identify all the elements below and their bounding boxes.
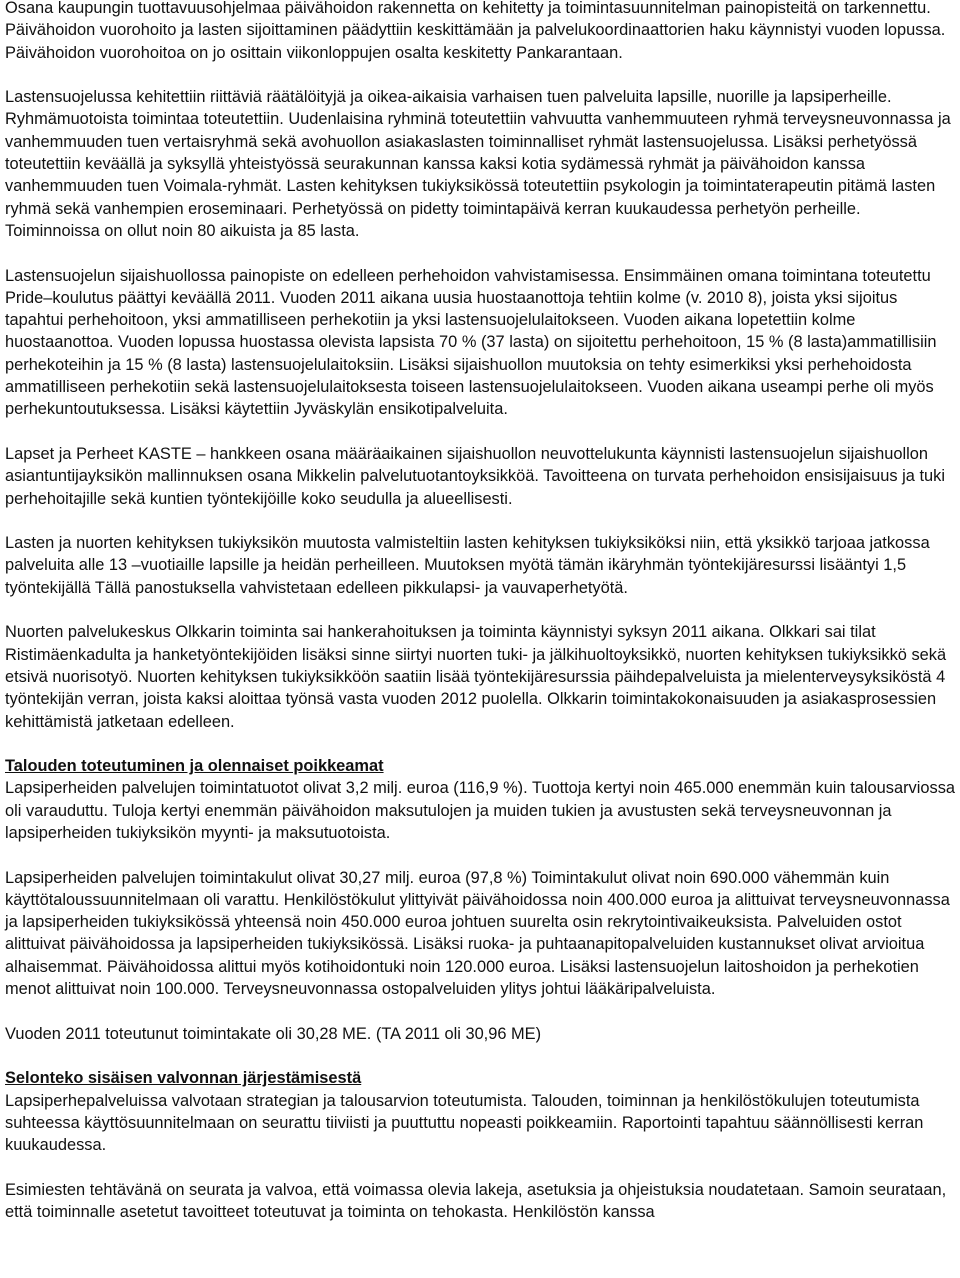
paragraph-operating-expenses: Lapsiperheiden palvelujen toimintakulut olivat 30,27 milj. euroa (97,8 %) Toimintakulut olivat noin 690.000 vähemmän kuin käyttötaloussuunnitelmaan oli varattu. Henkilöstökulut ylittyivät päivähoidossa noin 400.000 euroa ja alittuivat terveysneuvonnassa ja lapsiperheiden tukiyksikössä yhteensä noin 450.000 euroa johtuen suurelta osin rekrytointivaikeuksista. Palveluiden ostot alittuivat päivähoidossa ja lapsiperheiden tukiyksikössä. Lisäksi ruoka- ja puhtaanapitopalveluiden kustannukset olivat arvioitua alhaisemmat. Päivähoidossa alittui myös kotihoidontuki noin 120.000 euroa. Lisäksi lastensuojelun laitoshoidon ja perhekotien menot alittuivat noin 100.000. Terveysneuvonnassa ostopalveluiden ylitys johtui lääkäripalveluista.: [5, 868, 950, 999]
section-heading-finances: Talouden toteutuminen ja olennaiset poikkeamat: [5, 757, 384, 776]
paragraph-strategy-monitoring: Lapsiperhepalveluissa valvotaan strategian ja talousarvion toteutumista. Talouden, toiminnan ja henkilöstökulujen toteutumista suhteessa käyttösuunnitelmaan on seurattu tiiviisti ja puuttuttu nopeasti poikkeamiin. Raportointi tapahtuu säännöllisesti kerran kuukaudessa.: [5, 1091, 924, 1155]
paragraph-supervisor-duties: Esimiesten tehtävänä on seurata ja valvoa, että voimassa olevia lakeja, asetuksia ja ohjeistuksia noudatetaan. Samoin seurataan, että toiminnalle asetetut tavoitteet toteutuvat ja toiminta on tehokasta. Henkilöstön kanssa: [5, 1180, 947, 1222]
paragraph-daycare-structure: Osana kaupungin tuottavuusohjelmaa päivähoidon rakennetta on kehitetty ja toimintasuunnitelman painopisteitä on tarkennettu. Päivähoidon vuorohoito ja lasten sijoittaminen päädyttiin keskittämään ja palvelukoordinaattorien haku käynnistyi vuoden lopussa. Päivähoidon vuorohoitoa on jo osittain viikonloppujen osalta keskitetty Pankarantaan.: [5, 0, 946, 62]
document-page: [5, 0, 955, 1223]
paragraph-substitute-care: Lastensuojelun sijaishuollossa painopiste on edelleen perhehoidon vahvistamisessa. Ensimmäinen omana toimintana toteutettu Pride–koulutus päättyi keväällä 2011. Vuoden 2011 aikana uusia huostaanottoja tehtiin kolme (v. 2010 8), joista yksi sijoitus tapahtui perhehoitoon, yksi ammatilliseen perhekotiin ja yksi lastensuojelulaitokseen. Vuoden aikana lopetettiin kolme huostaanottoa. Vuoden lopussa huostassa olevista lapsista 70 % (37 lasta) on sijoitettu perhehoitoon, 15 % (8 lasta)ammatillisiin perhekoteihin ja 15 % (8 lasta) lastensuojelulaitoksiin. Lisäksi sijaishuollon muutoksia on tehty esimerkiksi yksi perhehoidosta ammatilliseen perhekotiin sekä lastensuojelulaitoksesta toiseen lastensuojelulaitokseen. Vuoden aikana useampi perhe oli myös perhekuntoutuksessa. Lisäksi käytettiin Jyväskylän ensikotipalveluita.: [5, 266, 937, 419]
paragraph-operating-margin: Vuoden 2011 toteutunut toimintakate oli 30,28 ME. (TA 2011 oli 30,96 ME): [5, 1024, 542, 1043]
paragraph-development-support-unit: Lasten ja nuorten kehityksen tukiyksikön muutosta valmisteltiin lasten kehityksen tukiyksiköksi niin, että yksikkö tarjoaa jatkossa palveluita alle 13 –vuotiaille lapsille ja heidän perheilleen. Muutoksen myötä tämän ikäryhmän työntekijäresurssi lisääntyi 1,5 työntekijällä Tällä panostuksella vahvistetaan edelleen pikkulapsi- ja vauvaperhetyötä.: [5, 534, 930, 597]
paragraph-kaste-project: Lapset ja Perheet KASTE – hankkeen osana määräaikainen sijaishuollon neuvottelukunta käynnisti lastensuojelun sijaishuollon asiantuntijayksikön mallinnuksen osana Mikkelin palvelutuotantoyksikköä. Tavoitteena on turvata perhehoidon ensisijaisuus ja tuki perhehoitajille sekä kuntien työntekijöille koko seudulla ja alueellisesti.: [5, 444, 945, 508]
paragraph-child-protection-early-support: Lastensuojelussa kehitettiin riittäviä räätälöityjä ja oikea-aikaisia varhaisen tuen palveluita lapsille, nuorille ja lapsiperheille. Ryhmämuotoista toimintaa toteutettiin. Uudenlaisina ryhminä toteutettiin vahvuutta vanhemmuuteen ryhmä terveysneuvonnassa ja vanhemmuuden tuen vertaisryhmä sekä avohuollon asiakaslasten toiminnalliset ryhmät lastensuojelussa. Lisäksi perhetyössä toteutettiin keväällä ja syksyllä yhteistyössä seurakunnan kanssa kaksi kotia sydämessä ryhmät ja päivähoidon kanssa vanhemmuuden tuen Voimala-ryhmät. Lasten kehityksen tukiyksikössä toteutettiin psykologin ja toimintaterapeutin pitämä lasten ryhmä sekä vanhempien eroseminaari. Perhetyössä on pidetty toimintapäivä kerran kuukaudessa perhetyön perheille. Toiminnoissa on ollut noin 80 aikuista ja 85 lasta.: [5, 88, 951, 240]
paragraph-operating-income: Lapsiperheiden palvelujen toimintatuotot olivat 3,2 milj. euroa (116,9 %). Tuottoja kertyi noin 465.000 enemmän kuin talousarviossa oli varauduttu. Tuloja kertyi enemmän päivähoidon maksutulojen ja muiden tukien ja avustusten sekä terveysneuvonnan ja lapsiperheiden tukiyksikön myynti- ja maksutuotoista.: [5, 779, 955, 842]
paragraph-olkkari-youth-center: Nuorten palvelukeskus Olkkarin toiminta sai hankerahoituksen ja toiminta käynnistyi syksyn 2011 aikana. Olkkari sai tilat Ristimäenkadulta ja hanketyöntekijöiden lisäksi sinne siirtyi nuorten tuki- ja jälkihuoltoyksikkö, nuorten kehityksen tukiyksikkö sekä etsivä nuorisotyö. Nuorten kehityksen tukiyksikköön saatiin lisää työntekijäresurssia päihdepalveluista ja mielenterveysyksiköstä 4 työntekijän verran, joista kaksi aloittaa työnsä vasta vuoden 2012 puolella. Olkkarin toimintakokonaisuuden ja asiakasprosessien kehittämistä jatketaan edelleen.: [5, 623, 947, 731]
section-heading-internal-control: Selonteko sisäisen valvonnan järjestämisestä: [5, 1069, 362, 1088]
